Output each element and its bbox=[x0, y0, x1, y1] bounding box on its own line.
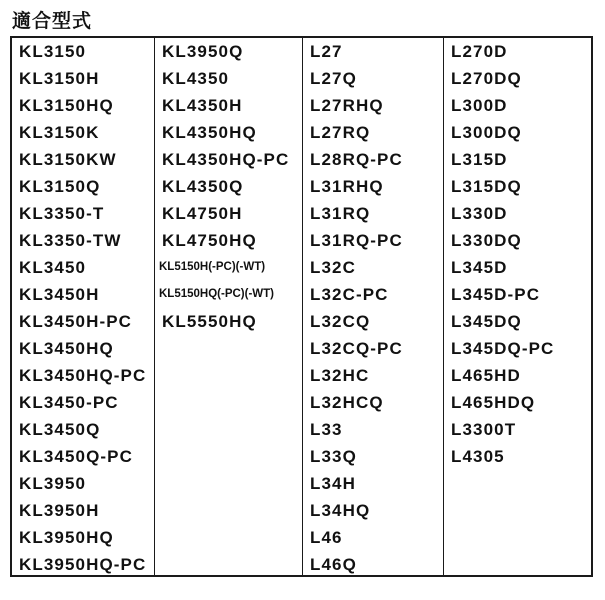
model-cell: KL4350H bbox=[162, 96, 243, 115]
model-cell: L34HQ bbox=[310, 501, 371, 520]
model-cell: L270DQ bbox=[451, 69, 522, 88]
model-cell: L345D bbox=[451, 258, 508, 277]
model-cell: L330DQ bbox=[451, 231, 522, 250]
model-cell: KL4350Q bbox=[162, 177, 244, 196]
model-cell: KL3450H bbox=[19, 285, 100, 304]
model-cell: KL3950Q bbox=[162, 42, 244, 61]
model-cell: L345D-PC bbox=[451, 285, 541, 304]
model-column-2 bbox=[155, 38, 303, 575]
model-cell: KL3150H bbox=[19, 69, 100, 88]
model-cell: L345DQ bbox=[451, 312, 522, 331]
model-column-3 bbox=[303, 38, 444, 575]
model-cell: KL3450Q-PC bbox=[19, 447, 133, 466]
model-cell: KL3450-PC bbox=[19, 393, 119, 412]
model-cell: KL3950HQ-PC bbox=[19, 555, 147, 574]
model-cell: L32C-PC bbox=[310, 285, 389, 304]
model-cell: KL3450HQ bbox=[19, 339, 114, 358]
model-cell: L34H bbox=[310, 474, 356, 493]
model-cell: L33Q bbox=[310, 447, 357, 466]
model-column-4 bbox=[444, 38, 591, 575]
model-cell: L32HCQ bbox=[310, 393, 384, 412]
model-cell: KL3450HQ-PC bbox=[19, 366, 147, 385]
model-cell: KL5150H(-PC)(-WT) bbox=[159, 261, 266, 273]
model-cell: KL3350-T bbox=[19, 204, 105, 223]
model-cell: L315D bbox=[451, 150, 508, 169]
model-cell: L465HDQ bbox=[451, 393, 536, 412]
model-cell: L300D bbox=[451, 96, 508, 115]
model-cell: KL5550HQ bbox=[162, 312, 257, 331]
model-cell: L27RQ bbox=[310, 123, 371, 142]
model-cell: L27RHQ bbox=[310, 96, 384, 115]
model-cell: L315DQ bbox=[451, 177, 522, 196]
model-cell: L32C bbox=[310, 258, 356, 277]
model-cell: KL5150HQ(-PC)(-WT) bbox=[159, 288, 274, 300]
model-column-1 bbox=[12, 38, 155, 575]
model-cell: L345DQ-PC bbox=[451, 339, 555, 358]
model-cell: L32CQ-PC bbox=[310, 339, 403, 358]
model-cell: L32CQ bbox=[310, 312, 371, 331]
model-cell: KL3450Q bbox=[19, 420, 101, 439]
model-cell: KL3950H bbox=[19, 501, 100, 520]
model-cell: L4305 bbox=[451, 447, 505, 466]
model-cell: KL4350HQ bbox=[162, 123, 257, 142]
model-cell: KL4350HQ-PC bbox=[162, 150, 290, 169]
model-cell: KL3450 bbox=[19, 258, 87, 277]
model-cell: L465HD bbox=[451, 366, 521, 385]
model-cell: KL4750H bbox=[162, 204, 243, 223]
model-cell: KL3350-TW bbox=[19, 231, 122, 250]
compatible-models-table bbox=[10, 36, 593, 577]
model-cell: KL3150K bbox=[19, 123, 100, 142]
model-cell: L27 bbox=[310, 42, 343, 61]
model-cell: L46Q bbox=[310, 555, 357, 574]
model-cell: L3300T bbox=[451, 420, 517, 439]
model-cell: L31RHQ bbox=[310, 177, 384, 196]
model-cell: KL3150HQ bbox=[19, 96, 114, 115]
model-cell: L27Q bbox=[310, 69, 357, 88]
model-cell: L270D bbox=[451, 42, 508, 61]
model-cell: KL3150KW bbox=[19, 150, 117, 169]
model-cell: KL4750HQ bbox=[162, 231, 257, 250]
model-cell: L46 bbox=[310, 528, 343, 547]
model-cell: KL3150 bbox=[19, 42, 87, 61]
model-cell: KL4350 bbox=[162, 69, 230, 88]
model-cell: KL3450H-PC bbox=[19, 312, 133, 331]
model-cell: L32HC bbox=[310, 366, 370, 385]
model-cell: KL3950 bbox=[19, 474, 87, 493]
model-cell: L300DQ bbox=[451, 123, 522, 142]
model-cell: L330D bbox=[451, 204, 508, 223]
model-cell: KL3950HQ bbox=[19, 528, 114, 547]
model-cell: L28RQ-PC bbox=[310, 150, 403, 169]
model-cell: L33 bbox=[310, 420, 343, 439]
model-cell: L31RQ bbox=[310, 204, 371, 223]
page-title: 適合型式 bbox=[12, 11, 93, 32]
model-cell: KL3150Q bbox=[19, 177, 101, 196]
model-cell: L31RQ-PC bbox=[310, 231, 403, 250]
